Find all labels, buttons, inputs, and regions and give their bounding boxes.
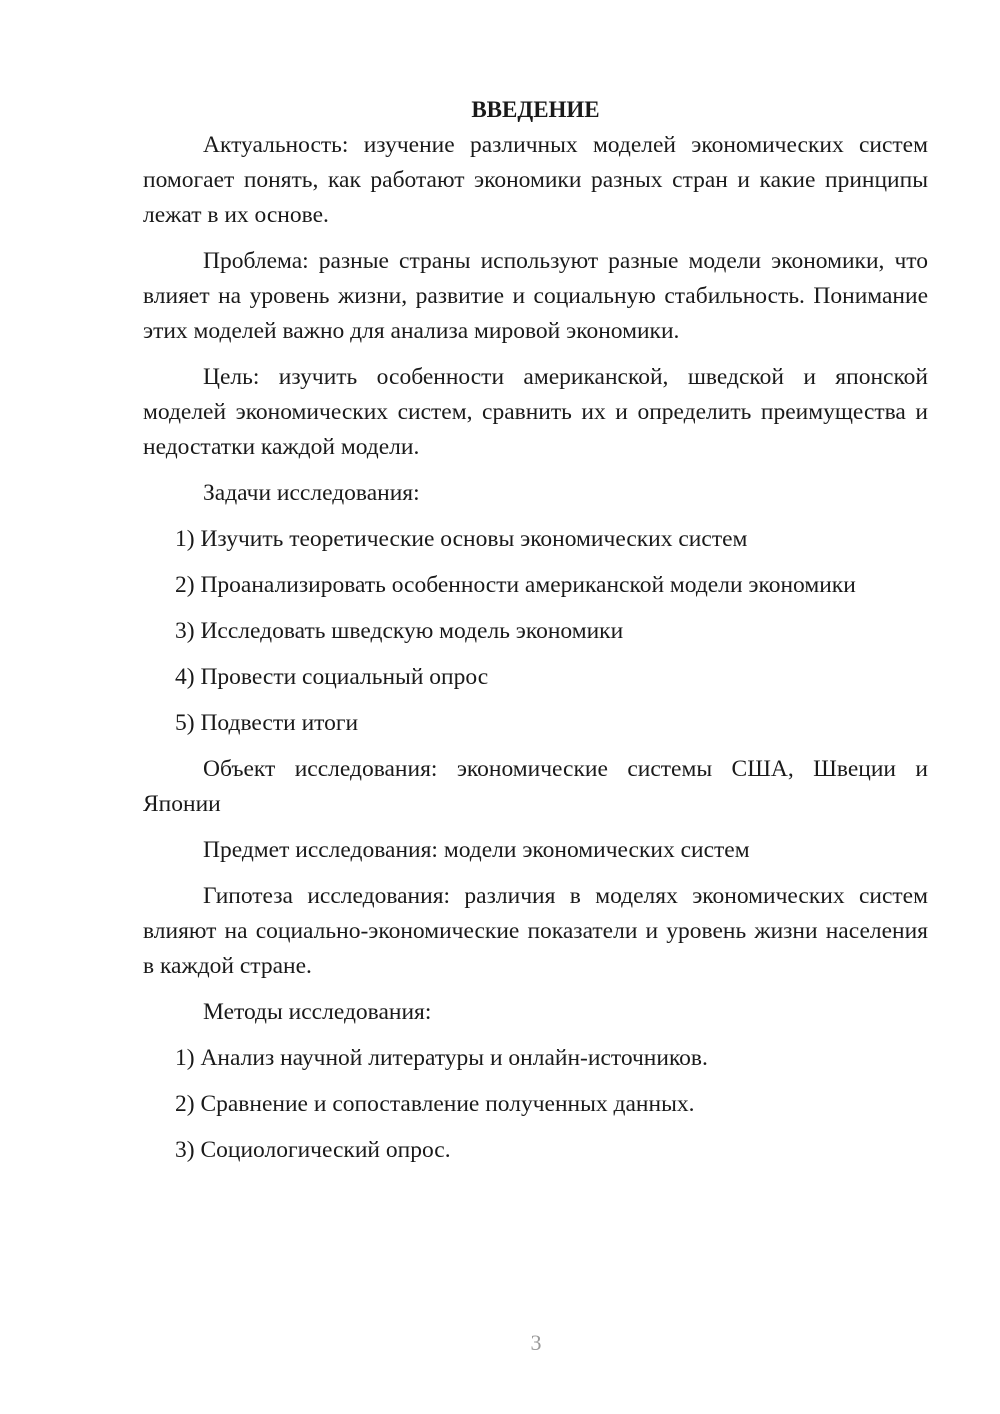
page-content [143,92,928,1179]
method-item: 2) Сравнение и сопоставление полученных данных. [175,1091,695,1117]
page-number: 3 [530,1330,542,1355]
problem-paragraph: Проблема: разные страны используют разные модели экономики, что влияет на уровень жизни, развитие и социальную стабильность. Понимание этих моделей важно для анализа мировой экономики. [143,248,928,344]
goal-paragraph: Цель: изучить особенности американской, шведской и японской моделей экономических систем, сравнить их и определить преимущества и недостатки каждой модели. [143,364,928,460]
object-paragraph: Объект исследования: экономические системы США, Швеции и Японии [143,756,928,817]
hypothesis-paragraph: Гипотеза исследования: различия в моделях экономических систем влияют на социально-экономические показатели и уровень жизни населения в каждой стране. [143,883,928,979]
task-item: 3) Исследовать шведскую модель экономики [175,618,624,644]
tasks-heading: Задачи исследования: [203,480,420,506]
task-item: 2) Проанализировать особенности американской модели экономики [175,572,856,598]
methods-heading: Методы исследования: [203,999,432,1025]
page-title: ВВЕДЕНИЕ [471,97,600,122]
task-item: 5) Подвести итоги [175,710,359,736]
method-item: 3) Социологический опрос. [175,1137,451,1163]
subject-paragraph: Предмет исследования: модели экономических систем [203,837,750,863]
task-item: 4) Провести социальный опрос [175,664,489,690]
task-item: 1) Изучить теоретические основы экономических систем [175,526,748,552]
relevance-paragraph: Актуальность: изучение различных моделей экономических систем помогает понять, как работают экономики разных стран и какие принципы лежат в их основе. [143,132,928,228]
method-item: 1) Анализ научной литературы и онлайн-источников. [175,1045,708,1071]
